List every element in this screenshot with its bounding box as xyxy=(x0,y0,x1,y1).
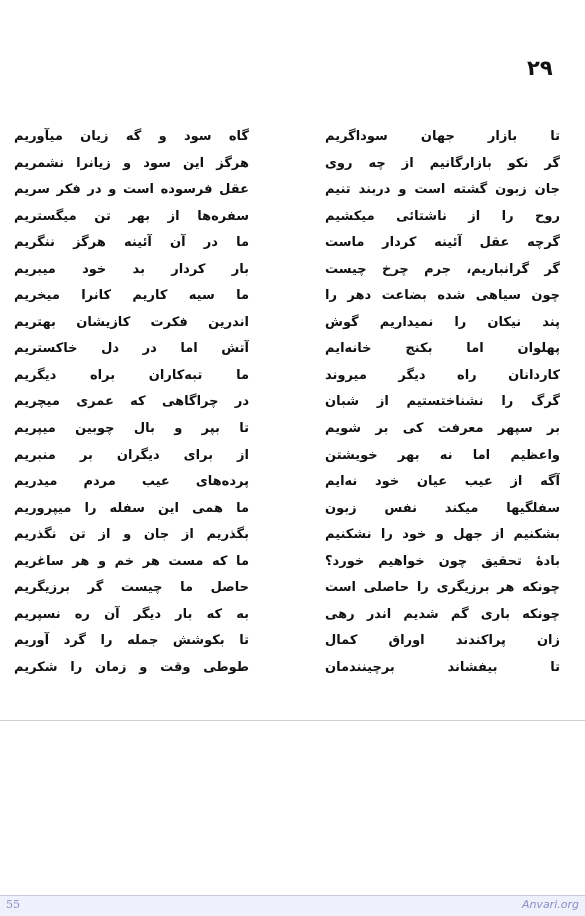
verse-line-left: ما که مست هر خم و هر ساغریم xyxy=(14,553,249,569)
verse-line-left: هرگز این سود و زیانرا نشمریم xyxy=(14,155,249,171)
verse-line-left: ما در آن آئینه هرگز ننگریم xyxy=(14,235,249,251)
verse-line-right: چون سیاهی شده بضاعت دهر را xyxy=(325,288,560,304)
verse-line-right: روح را از ناشتائی میکشیم xyxy=(325,208,560,224)
verse-line-left: ما سیه کاریم کانرا میخریم xyxy=(14,288,249,304)
verse-line-right: گر نکو بازارگانیم از چه روی xyxy=(325,155,560,171)
verse-line-right: پند نیکان را نمیداریم گوش xyxy=(325,314,560,330)
verse-line-left: اندرین فکرت کازیشان بهتریم xyxy=(14,314,249,330)
verse-line-right: واعظیم اما نه بهر خویشتن xyxy=(325,447,560,463)
verse-line-right: گرگ را نشناختستیم از شبان xyxy=(325,394,560,410)
verse-line-left: بار کردار بد خود میبریم xyxy=(14,261,249,277)
right-verse-column xyxy=(325,124,560,681)
verse-line-right: کاردانان راه دیگر میروند xyxy=(325,367,560,383)
page-divider xyxy=(0,720,585,721)
footer-site-watermark: Anvari.org xyxy=(521,898,579,911)
verse-line-right: تا بیفشاند برچینندمان xyxy=(325,659,560,675)
verse-line-left: تا بپر و بال چوبین میپریم xyxy=(14,421,249,437)
verse-line-right: آگه از عیب عیان خود نه‌ایم xyxy=(325,474,560,490)
verse-line-left: گاه سود و گه زیان میآوریم xyxy=(14,129,249,144)
verse-line-right: چونکه باری گم شدیم اندر رهی xyxy=(325,606,560,622)
verse-line-left: در چراگاهی که عمری میچریم xyxy=(14,394,249,410)
verse-line-left: آتش اما در دل خاکستریم xyxy=(14,341,249,357)
verse-line-right: بشکنیم از جهل و خود را نشکنیم xyxy=(325,527,560,543)
verse-line-left: به که بار دیگر آن ره نسپریم xyxy=(14,606,249,622)
verse-line-left: از برای دیگران بر منبریم xyxy=(14,447,249,463)
left-verse-column xyxy=(14,124,249,681)
verse-line-right: سفلگیها میکند نفس زبون xyxy=(325,500,560,516)
verse-line-right: جان زبون گشته است و دربند تنیم xyxy=(325,182,560,198)
verse-line-right: گر گرانباریم، جرم چرخ چیست xyxy=(325,261,560,277)
verse-line-left: طوطی وقت و زمان را شکریم xyxy=(14,659,249,675)
verse-line-right: گرچه عقل آئینه کردار ماست xyxy=(325,235,560,251)
verse-line-left: بگذریم از جان و از تن نگذریم xyxy=(14,527,249,543)
verse-line-left: پرده‌های عیب مردم میدریم xyxy=(14,474,249,490)
verse-line-right: بر سپهر معرفت کی بر شویم xyxy=(325,421,560,437)
verse-line-right: پهلوان اما بکنج خانه‌ایم xyxy=(325,341,560,357)
verse-line-left: عقل فرسوده است و در فکر سریم xyxy=(14,182,249,198)
footer-bar xyxy=(0,895,585,916)
verse-line-left: حاصل ما چیست گر برزیگریم xyxy=(14,580,249,596)
verse-line-left: ما همی این سفله را میپروریم xyxy=(14,500,249,516)
page-number: ۲۹ xyxy=(527,56,553,80)
verse-line-right: تا بازار جهان سوداگریم xyxy=(325,129,560,144)
verse-line-right: بادهٔ تحقیق چون خواهیم خورد؟ xyxy=(325,553,560,569)
verse-line-left: سفره‌ها از بهر تن میگستریم xyxy=(14,208,249,224)
verse-line-left: تا بکوشش جمله را گرد آوریم xyxy=(14,633,249,649)
verse-line-right: چونکه هر برزیگری را حاصلی است xyxy=(325,580,560,596)
verse-line-left: ما تبه‌کاران براه دیگریم xyxy=(14,367,249,383)
footer-page-number: 55 xyxy=(6,898,20,911)
verse-line-right: زان پراکندند اوراق کمال xyxy=(325,633,560,649)
